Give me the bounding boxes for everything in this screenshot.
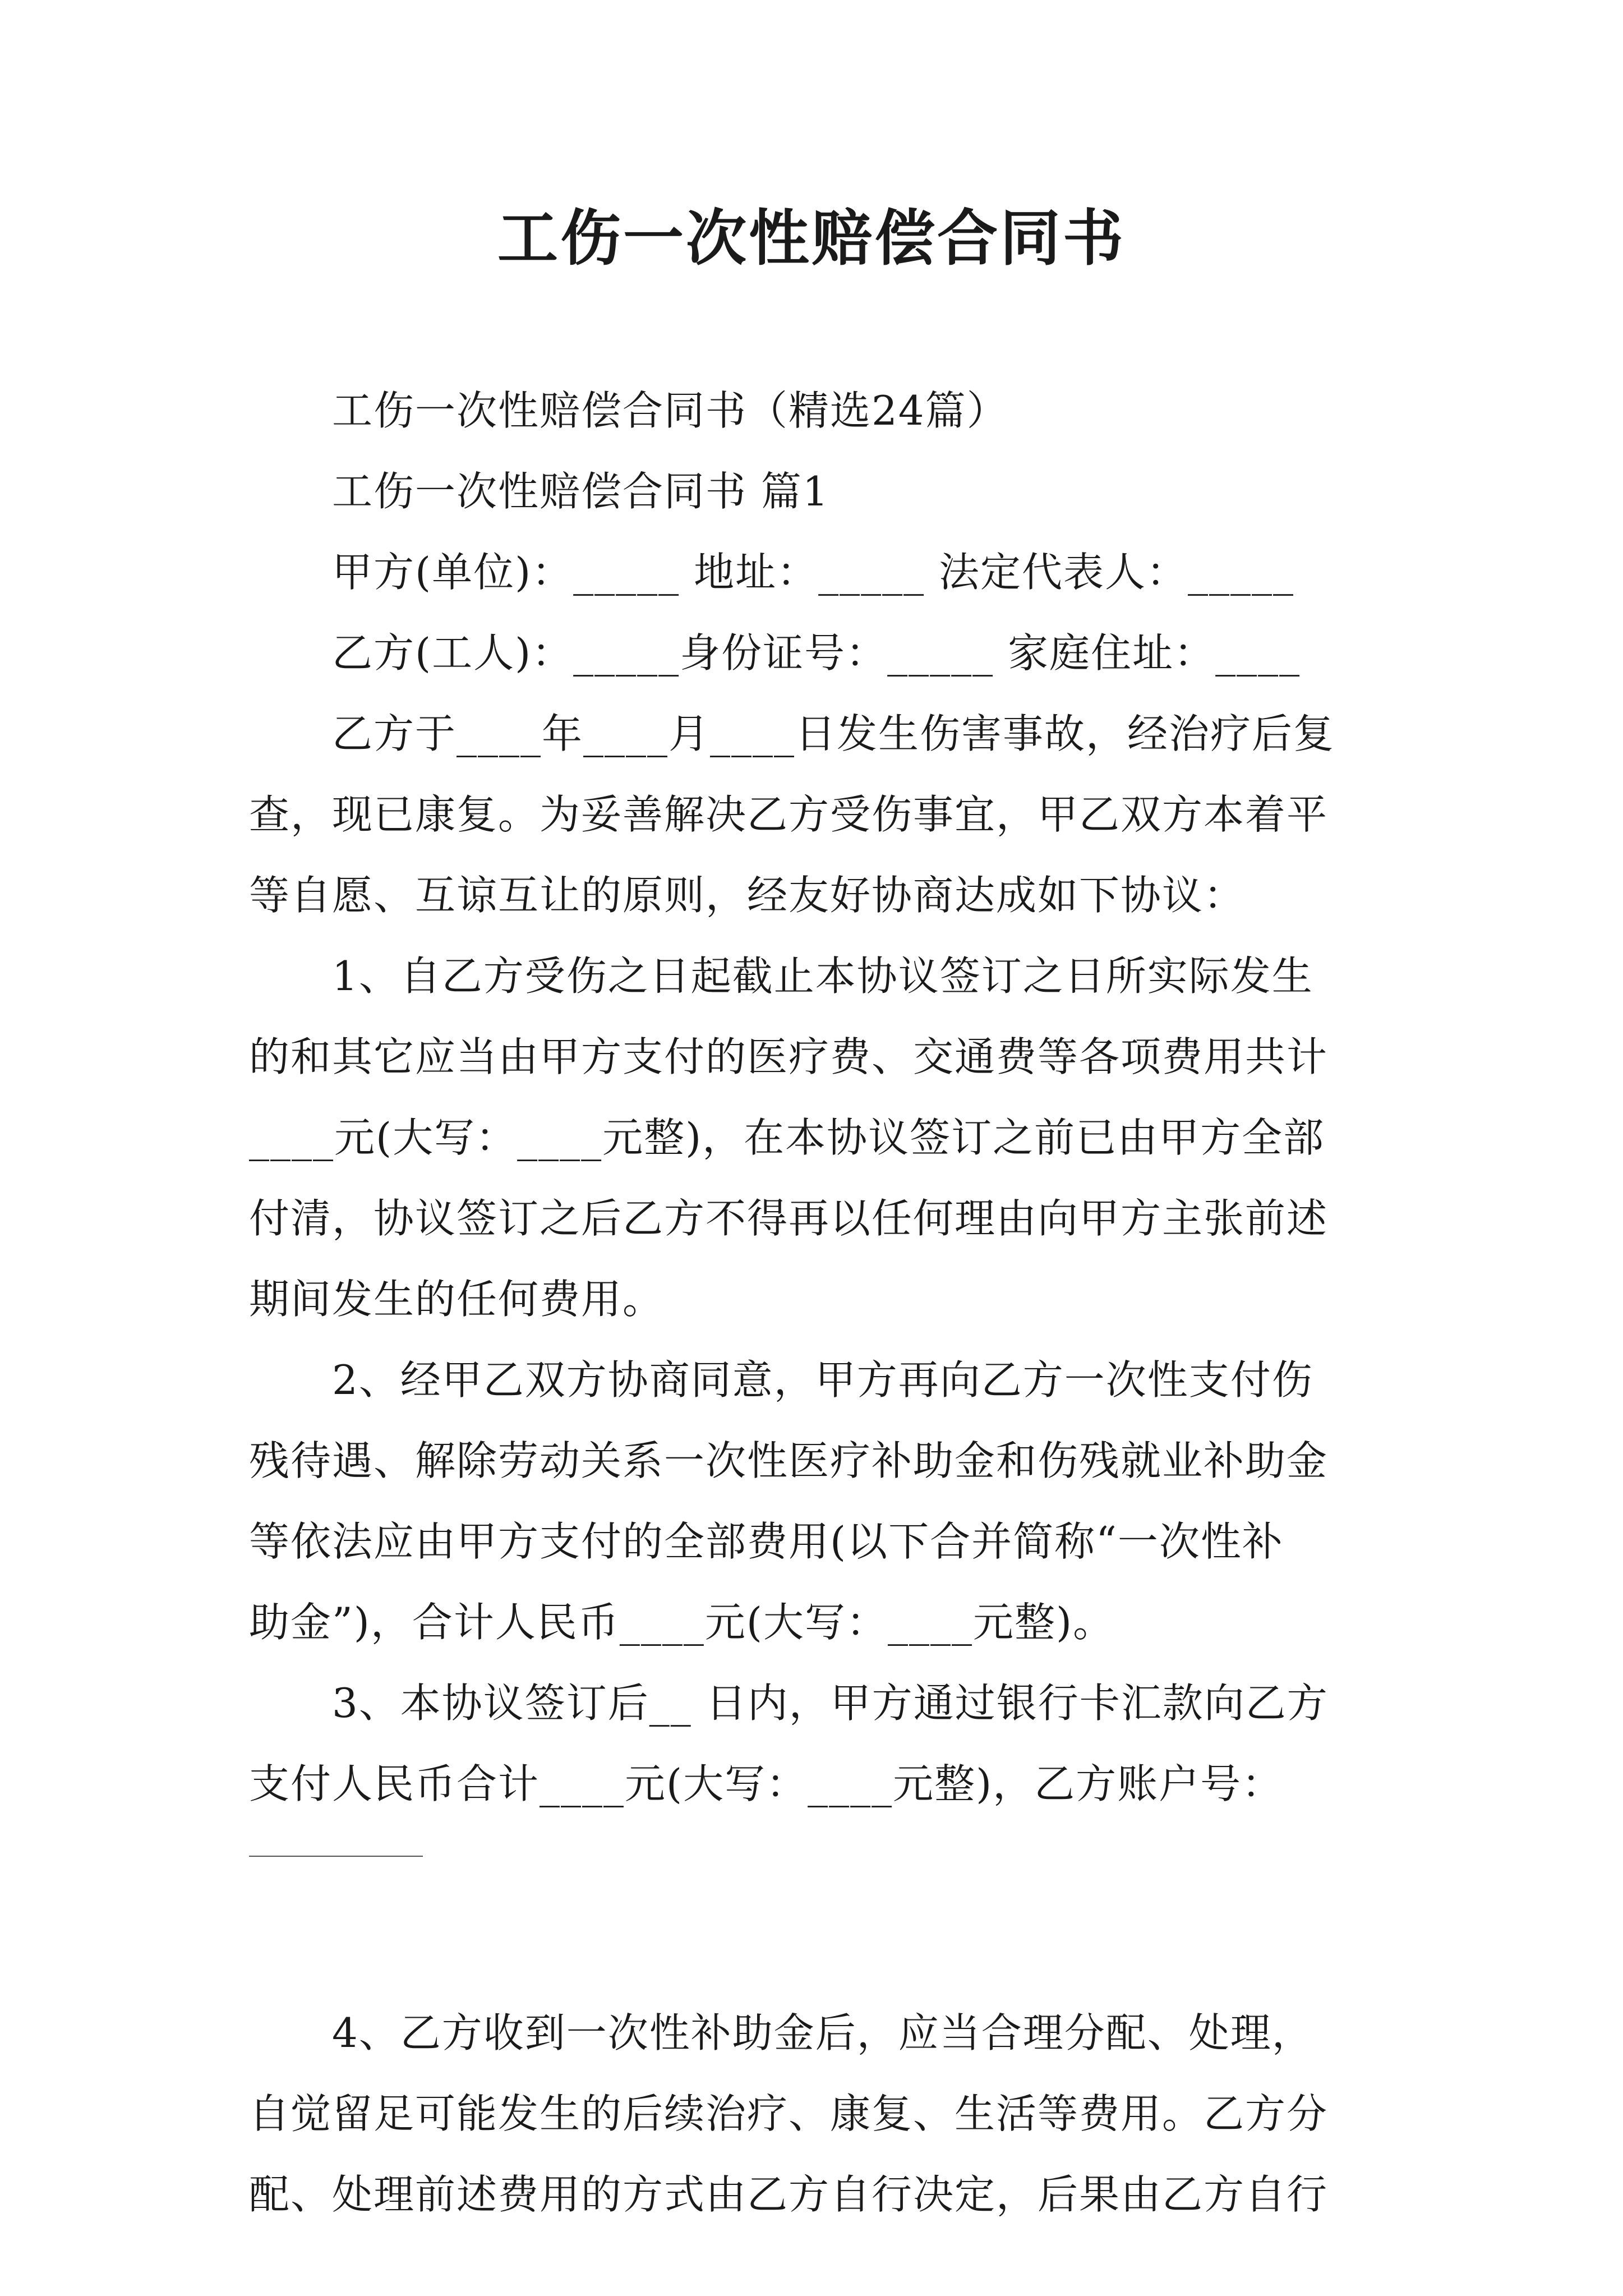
party-a-line: 甲方(单位)：_____ 地址：_____ 法定代表人：_____ (332, 549, 1294, 596)
document-body (249, 370, 1387, 2235)
clause-1-line: 付清，协议签订之后乙方不得再以任何理由向甲方主张前述 (249, 1195, 1329, 1242)
collection-heading: 工伤一次性赔偿合同书（精选24篇） (332, 387, 1008, 434)
clause-1-line: ____元(大写：____元整)，在本协议签订之前已由甲方全部 (249, 1114, 1325, 1161)
clause-2-line: 助金”)，合计人民币____元(大写：____元整)。 (249, 1599, 1115, 1646)
account-blank-line (249, 1856, 1387, 1936)
clause-3-line: 3、本协议签订后__ 日内，甲方通过银行卡汇款向乙方 (332, 1680, 1329, 1727)
clause-1-line: 1、自乙方受伤之日起截止本协议签订之日所实际发生 (332, 953, 1313, 1000)
party-b-line: 乙方(工人)：_____身份证号：_____ 家庭住址：____ (332, 629, 1301, 677)
clause-4-line: 4、乙方收到一次性补助金后，应当合理分配、处理， (332, 2009, 1313, 2056)
paragraph-line: 乙方于____年____月____日发生伤害事故，经治疗后复 (332, 710, 1335, 757)
paragraph-gap (249, 1936, 1387, 1993)
clause-3-line: 支付人民币合计____元(大写：____元整)，乙方账户号： (249, 1760, 1284, 1807)
clause-4-line: 配、处理前述费用的方式由乙方自行决定，后果由乙方自行 (249, 2171, 1329, 2218)
clause-1-line: 的和其它应当由甲方支付的医疗费、交通费等各项费用共计 (249, 1033, 1329, 1080)
paragraph-line: 查，现已康复。为妥善解决乙方受伤事宜，甲乙双方本着平 (249, 791, 1329, 838)
account-blank-rule (249, 1856, 423, 1857)
clause-2-line: 2、经甲乙双方协商同意，甲方再向乙方一次性支付伤 (332, 1356, 1313, 1404)
clause-1-line: 期间发生的任何费用。 (249, 1276, 665, 1323)
clause-2-line: 残待遇、解除劳动关系一次性医疗补助金和伤残就业补助金 (249, 1437, 1329, 1484)
section-heading: 工伤一次性赔偿合同书 篇1 (332, 468, 829, 515)
clause-4-line: 自觉留足可能发生的后续治疗、康复、生活等费用。乙方分 (249, 2090, 1329, 2137)
document-title: 工伤一次性赔偿合同书 (497, 203, 1126, 274)
paragraph-line: 等自愿、互谅互让的原则，经友好协商达成如下协议： (249, 872, 1246, 919)
clause-2-line: 等依法应由甲方支付的全部费用(以下合并简称“一次性补 (249, 1518, 1284, 1565)
